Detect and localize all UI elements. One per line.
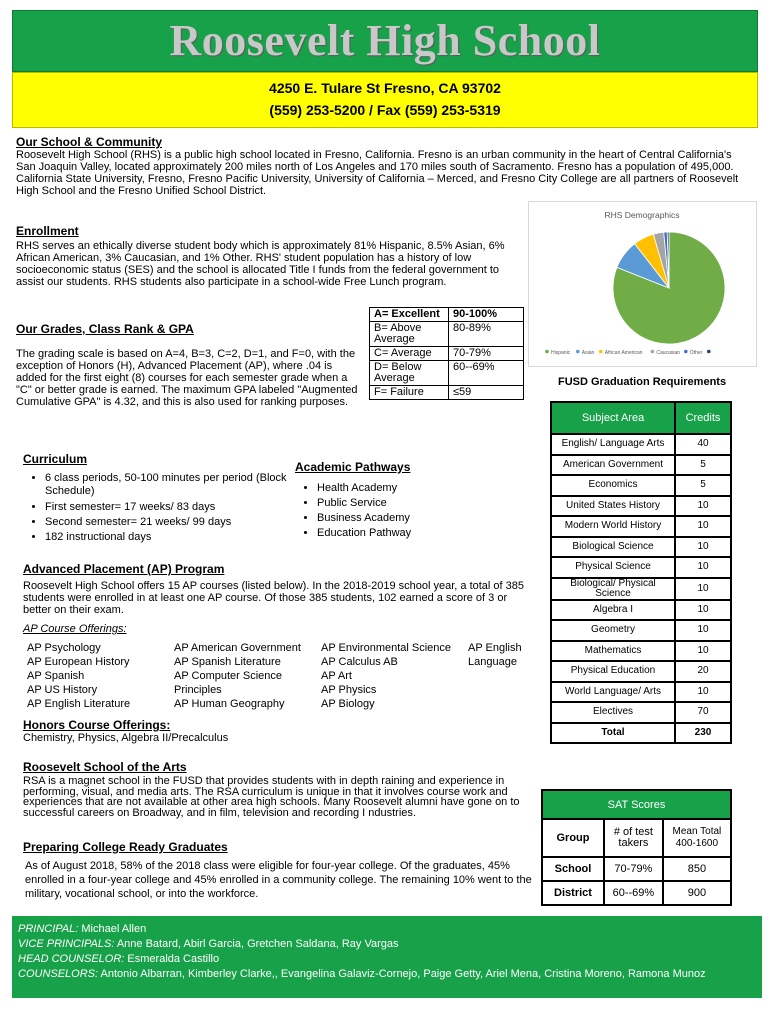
table-row — [542, 881, 731, 905]
counselors-label: COUNSELORS: — [18, 968, 99, 980]
list-item: AP Spanish Literature — [174, 656, 281, 668]
list-item: AP Art — [321, 670, 352, 682]
legend-label: Caucasian — [656, 350, 681, 356]
head-counselor-name: Esmeralda Castillo — [124, 953, 220, 965]
sat-group: School — [542, 857, 604, 881]
demographics-pie — [529, 202, 756, 366]
credits-cell: 10 — [675, 620, 731, 641]
grades-text: The grading scale is based on A=4, B=3, C=2, D=1, and F=0, with the exception of Honors (H), Advanced Placement (AP), where .04 is added for the first eight (8) courses for each semester grade when a "C" or better grade is earned. The maximum GPA labeled "Augmented Cumulative GPA" is 4.32, and this is also used for ranking purposes. — [16, 348, 358, 408]
fusd-requirements-table — [550, 401, 732, 744]
credits-cell: 10 — [675, 682, 731, 703]
header-banner — [12, 10, 758, 72]
grade-range: 60--69% — [449, 361, 524, 386]
grades-heading: Our Grades, Class Rank & GPA — [16, 322, 194, 336]
credits-cell: 10 — [675, 600, 731, 621]
list-item: • Education Pathway — [317, 526, 525, 541]
table-header-row — [551, 402, 731, 434]
table-row — [551, 641, 731, 662]
list-item: • 6 class periods, 50-100 minutes per period (Block Schedule) — [45, 472, 293, 498]
ap-column-1 — [27, 641, 175, 711]
ap-column-4 — [468, 641, 532, 669]
credits-cell: 20 — [675, 661, 731, 682]
pathways-list — [295, 481, 525, 541]
college-section — [23, 840, 538, 901]
subject-cell: Mathematics — [551, 641, 675, 662]
street-address: 4250 E. Tulare St Fresno, CA 93702 — [269, 80, 501, 96]
total-value: 230 — [675, 723, 731, 744]
demographics-chart — [528, 201, 757, 367]
table-row — [551, 557, 731, 578]
college-heading: Preparing College Ready Graduates — [23, 840, 228, 854]
sat-takers: 70-79% — [604, 857, 663, 881]
list-item: AP Computer Science Principles — [174, 670, 283, 696]
community-section — [16, 135, 751, 197]
ap-offerings-heading: AP Course Offerings: — [23, 623, 127, 635]
grade-label: F= Failure — [370, 386, 449, 400]
table-row — [551, 682, 731, 703]
credits-cell: 10 — [675, 496, 731, 517]
subject-column-header: Subject Area — [551, 402, 675, 434]
legend-marker — [545, 350, 549, 354]
counselors-line — [18, 967, 756, 982]
credits-cell: 40 — [675, 434, 731, 455]
list-item: AP Spanish — [27, 670, 85, 682]
grade-label: C= Average — [370, 347, 449, 361]
sat-scores-table — [541, 789, 732, 906]
table-row — [551, 455, 731, 476]
subject-cell: English/ Language Arts — [551, 434, 675, 455]
table-row — [542, 819, 731, 857]
ap-column-3 — [321, 641, 469, 711]
honors-text: Chemistry, Physics, Algebra II/Precalculus — [23, 732, 229, 744]
list-item: AP Biology — [321, 698, 375, 710]
legend-label: African American — [604, 350, 643, 356]
list-item: AP American Government — [174, 642, 301, 654]
rsa-heading: Roosevelt School of the Arts — [23, 760, 187, 774]
legend-marker — [651, 350, 655, 354]
list-item: • 182 instructional days — [45, 530, 293, 545]
table-row — [551, 516, 731, 537]
curriculum-list — [23, 472, 293, 545]
chart-title: RHS Demographics — [604, 210, 680, 220]
enrollment-heading: Enrollment — [16, 224, 79, 238]
grade-range: ≤59 — [449, 386, 524, 400]
honors-heading: Honors Course Offerings: — [23, 718, 171, 732]
table-row — [542, 857, 731, 881]
legend-marker — [576, 350, 580, 354]
ap-heading: Advanced Placement (AP) Program — [23, 562, 225, 576]
table-row — [370, 322, 524, 347]
list-item: AP English Literature — [27, 698, 131, 710]
grade-range: 70-79% — [449, 347, 524, 361]
sat-takers: 60--69% — [604, 881, 663, 905]
credits-cell: 10 — [675, 641, 731, 662]
legend-label: Other — [689, 350, 703, 356]
pathways-heading: Academic Pathways — [295, 460, 411, 474]
address-bar — [12, 72, 758, 128]
phone-fax: (559) 253-5200 / Fax (559) 253-5319 — [269, 102, 501, 118]
credits-cell: 70 — [675, 702, 731, 723]
subject-cell: World Language/ Arts — [551, 682, 675, 703]
subject-cell: Economics — [551, 475, 675, 496]
table-row — [551, 537, 731, 558]
sat-group: District — [542, 881, 604, 905]
list-item: AP US History — [27, 684, 98, 696]
grade-range: 90-100% — [449, 308, 524, 322]
credits-cell: 5 — [675, 475, 731, 496]
list-item: AP English Language — [468, 642, 522, 668]
credits-cell: 10 — [675, 516, 731, 537]
list-item: AP Environmental Science — [321, 642, 452, 654]
grade-label: D= Below Average — [370, 361, 449, 386]
table-row — [551, 620, 731, 641]
total-label: Total — [551, 723, 675, 744]
subject-cell: Modern World History — [551, 516, 675, 537]
rsa-section — [23, 760, 543, 818]
table-row — [370, 347, 524, 361]
list-item: AP Human Geography — [174, 698, 285, 710]
mean-column-header: Mean Total 400-1600 — [663, 819, 731, 857]
credits-cell: 5 — [675, 455, 731, 476]
school-title: Roosevelt High School — [169, 16, 601, 65]
ap-text: Roosevelt High School offers 15 AP courses (listed below). In the 2018-2019 school year, a total of 385 students were enrolled in at least one AP course. Of those 385 students, 102 earned a score of 3 or better on their exam. — [23, 580, 525, 616]
sat-heading: SAT Scores — [542, 790, 731, 819]
table-row — [370, 308, 524, 322]
college-text: As of August 2018, 58% of the 2018 class were eligible for four-year college. Of the graduates, 45% enrolled in a four-year college and 45% enrolled in a community college. The remaining 10% went to the military, vocational school, or into the workforce. — [25, 860, 532, 900]
subject-cell: Physical Science — [551, 557, 675, 578]
subject-cell: Algebra I — [551, 600, 675, 621]
grade-range: 80-89% — [449, 322, 524, 347]
fusd-heading: FUSD Graduation Requirements — [558, 376, 727, 388]
vice-principals-label: VICE PRINCIPALS: — [18, 938, 115, 950]
table-row — [551, 578, 731, 600]
table-header-row — [542, 790, 731, 819]
table-row — [551, 702, 731, 723]
curriculum-section — [23, 452, 293, 545]
ap-column-2 — [174, 641, 319, 711]
list-item: • Public Service — [317, 496, 525, 511]
credits-cell: 10 — [675, 557, 731, 578]
grade-scale-table — [369, 307, 524, 400]
principal-label: PRINCIPAL: — [18, 923, 79, 935]
subject-cell: American Government — [551, 455, 675, 476]
vice-principals-line — [18, 937, 756, 952]
table-row — [551, 496, 731, 517]
staff-footer — [12, 916, 762, 998]
subject-cell: Biological Science — [551, 537, 675, 558]
legend-marker — [599, 350, 603, 354]
legend-marker — [684, 350, 688, 354]
head-counselor-line — [18, 952, 756, 967]
subject-cell: Physical Education — [551, 661, 675, 682]
table-row — [370, 386, 524, 400]
table-row — [551, 475, 731, 496]
legend-label: Hispanic — [551, 350, 571, 356]
table-row — [370, 361, 524, 386]
counselors-names: Antonio Albarran, Kimberley Clarke,, Evangelina Galaviz-Cornejo, Paige Getty, Ariel Mena, Cristina Moreno, Ramona Munoz — [98, 968, 706, 980]
sat-mean: 900 — [663, 881, 731, 905]
subject-cell: Electives — [551, 702, 675, 723]
list-item: AP Psychology — [27, 642, 101, 654]
credits-cell: 10 — [675, 578, 731, 600]
list-item: • Business Academy — [317, 511, 525, 526]
table-row — [551, 434, 731, 455]
grade-label: B= Above Average — [370, 322, 449, 347]
credits-column-header: Credits — [675, 402, 731, 434]
list-item: • First semester= 17 weeks/ 83 days — [45, 500, 293, 515]
list-item: AP Calculus AB — [321, 656, 398, 668]
curriculum-heading: Curriculum — [23, 452, 88, 466]
legend-marker — [707, 350, 711, 354]
community-heading: Our School & Community — [16, 135, 163, 149]
subject-cell: Geometry — [551, 620, 675, 641]
pathways-section — [295, 460, 525, 541]
enrollment-text: RHS serves an ethically diverse student body which is approximately 81% Hispanic, 8.5% Asian, 6% African American, 3% Caucasian, and 1% Other. RHS' student population has a history of low socioeconomic status (SES) and the school is allocated Title I funds from the federal government to assist our students. RHS students also participate in a school-wide Free Lunch program. — [16, 240, 505, 288]
subject-cell: Biological/ Physical Science — [551, 578, 675, 600]
list-item: • Second semester= 21 weeks/ 99 days — [45, 515, 293, 530]
principal-line — [18, 922, 756, 937]
enrollment-section — [16, 224, 524, 288]
list-item: • Health Academy — [317, 481, 525, 496]
ap-section — [23, 562, 528, 635]
sat-mean: 850 — [663, 857, 731, 881]
table-row — [551, 723, 731, 744]
legend-label: Asian — [581, 350, 595, 356]
grade-label: A= Excellent — [370, 308, 449, 322]
takers-column-header: # of test takers — [604, 819, 663, 857]
list-item: AP Physics — [321, 684, 377, 696]
subject-cell: United States History — [551, 496, 675, 517]
head-counselor-label: HEAD COUNSELOR: — [18, 953, 125, 965]
vice-principals-names: Anne Batard, Abirl Garcia, Gretchen Saldana, Ray Vargas — [114, 938, 399, 950]
community-text: Roosevelt High School (RHS) is a public high school located in Fresno, California. Fresno is an urban community in the heart of Central California's San Joaquin Valley, located approximately 200 miles north of Los Angeles and 170 miles south of Sacramento. Fresno has a population of 495,000. California State University, Fresno, Fresno Pacific University, University of California – Merced, and Fresno City College are all partners of Roosevelt High School and the Fresno Unified School District. — [16, 149, 739, 197]
group-column-header: Group — [542, 819, 604, 857]
credits-cell: 10 — [675, 537, 731, 558]
rsa-text: RSA is a magnet school in the FUSD that provides students with in depth raining and experience in performing, visual, and media arts. The RSA curriculum is unique in that it involves course work and experiences that are not available at other area high schools. Many Roosevelt alumni have gone on to successful careers on Broadway, and in film, television and recording I ndustries. — [23, 775, 520, 819]
principal-name: Michael Allen — [78, 923, 147, 935]
grades-section — [16, 322, 361, 408]
table-row — [551, 600, 731, 621]
table-row — [551, 661, 731, 682]
honors-section — [23, 718, 528, 745]
list-item: AP European History — [27, 656, 130, 668]
